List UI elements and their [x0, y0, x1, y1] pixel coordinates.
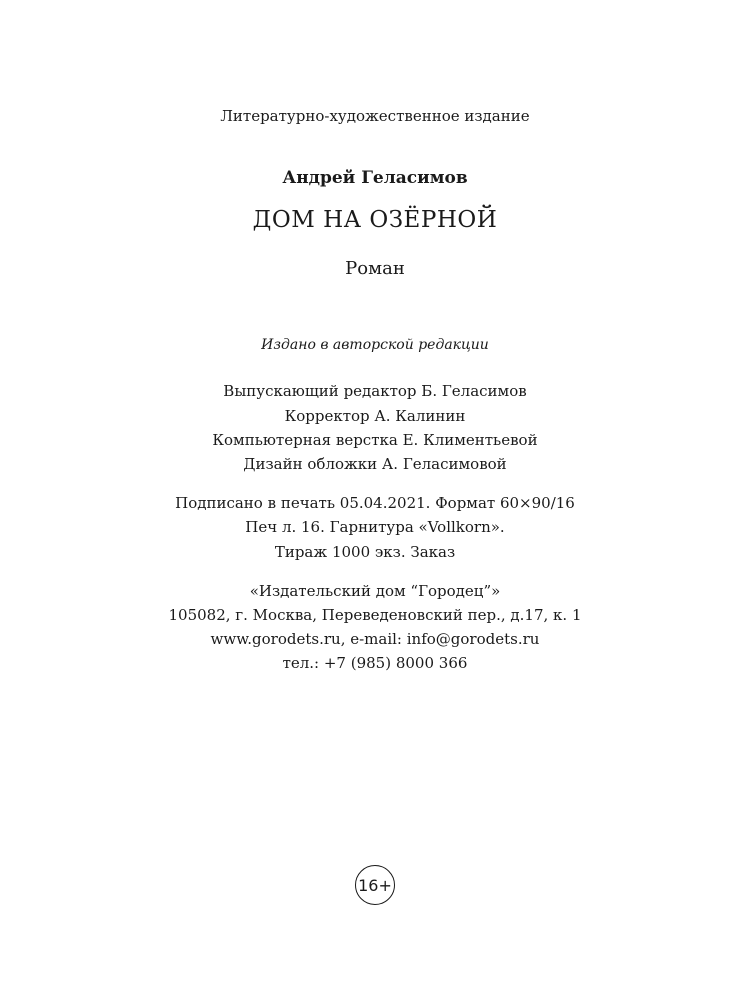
edition-type: Литературно-художественное издание [220, 107, 530, 125]
publisher-name: «Издательский дом “Городец”» [249, 582, 501, 600]
credit-line: Компьютерная верстка Е. Климентьевой [212, 431, 538, 449]
credit-line: Выпускающий редактор Б. Геласимов [223, 382, 527, 400]
credit-line: Корректор А. Калинин [284, 407, 466, 425]
publisher-phone: тел.: +7 (985) 8000 366 [282, 654, 468, 672]
book-genre: Роман [345, 258, 405, 279]
credit-line: Дизайн обложки А. Геласимовой [243, 455, 507, 473]
edition-note: Издано в авторской редакции [261, 337, 489, 353]
book-title: ДОМ НА ОЗЁРНОЙ [252, 207, 498, 233]
publisher-contacts: www.gorodets.ru, e-mail: info@gorodets.ru [210, 630, 540, 648]
print-info-line: Тираж 1000 экз. Заказ [274, 543, 456, 561]
age-rating-badge: 16+ [355, 865, 395, 905]
print-info-line: Печ л. 16. Гарнитура «Vollkorn». [245, 518, 505, 536]
publisher-address: 105082, г. Москва, Переведеновский пер., д.17, к. 1 [168, 606, 582, 624]
print-info-line: Подписано в печать 05.04.2021. Формат 60×90/16 [175, 494, 575, 512]
author-name: Андрей Геласимов [282, 168, 468, 188]
